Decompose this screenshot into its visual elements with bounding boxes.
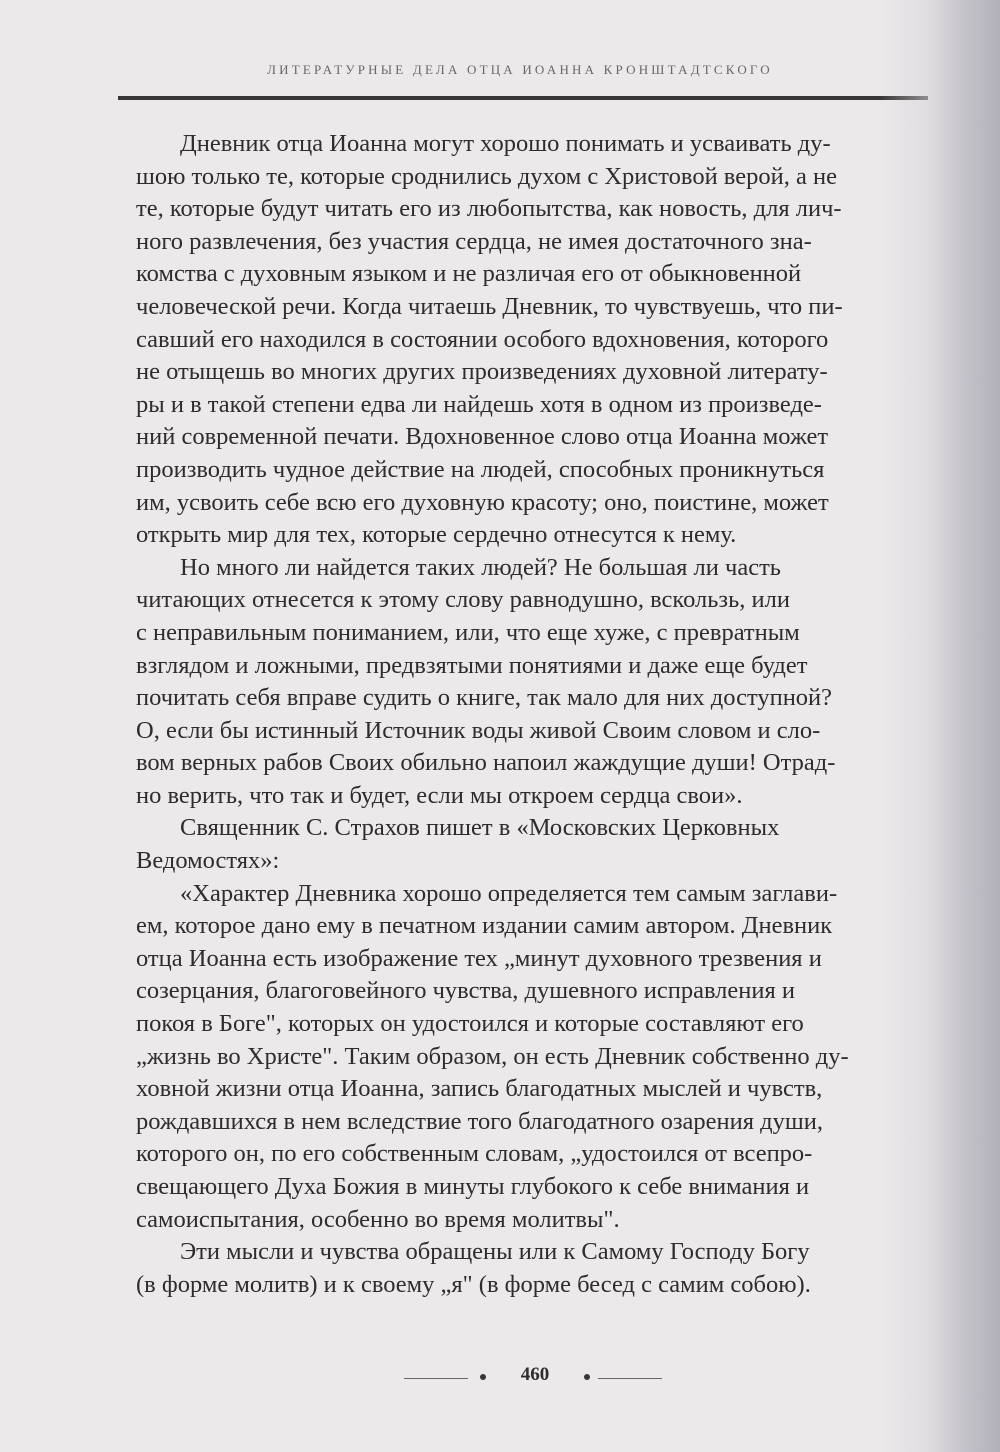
text-line: но верить, что так и будет, если мы откроем сердца свои». <box>136 781 743 809</box>
text-line: самоиспытания, особенно во время молитвы". <box>136 1205 620 1233</box>
text-line: рождавшихся в нем вследствие того благодатного озарения души, <box>136 1107 823 1135</box>
folio-dot-left <box>480 1374 486 1380</box>
text-line: Ведомостях»: <box>136 847 280 875</box>
header-rule <box>118 96 928 100</box>
text-line: шою только те, которые сроднились духом с Христовой верой, а не <box>136 162 837 190</box>
text-line: О, если бы истинный Источник воды живой Своим словом и сло- <box>136 716 821 744</box>
text-line: Но много ли найдется таких людей? Не большая ли часть <box>180 553 781 581</box>
text-line: почитать себя вправе судить о книге, так мало для них доступной? <box>136 684 833 712</box>
text-line: ного развлечения, без участия сердца, не имея достаточного зна- <box>136 227 812 255</box>
folio-rule-right <box>598 1378 662 1379</box>
text-line: свещающего Духа Божия в минуты глубокого к себе внимания и <box>136 1173 810 1200</box>
page-number: 460 <box>520 1364 550 1385</box>
text-line: ры и в такой степени едва ли найдешь хотя в одном из произведе- <box>136 390 822 418</box>
running-header: ЛИТЕРАТУРНЫЕ ДЕЛА ОТЦА ИОАННА КРОНШТАДТСКОГО <box>267 62 773 77</box>
text-line: производить чудное действие на людей, способных проникнуться <box>136 455 825 483</box>
text-line: покоя в Боге", которых он удостоился и которые составляют его <box>136 1010 804 1038</box>
text-line: (в форме молитв) и к своему „я" (в форме бесед с самим собою). <box>136 1270 811 1298</box>
text-line: ховной жизни отца Иоанна, запись благодатных мыслей и чувств, <box>136 1075 823 1103</box>
text-line: „жизнь во Христе". Таким образом, он есть Дневник собственно ду- <box>136 1042 849 1070</box>
text-line: «Характер Дневника хорошо определяется тем самым заглави- <box>180 879 838 907</box>
folio-dot-right <box>584 1374 590 1380</box>
text-line: Эти мысли и чувства обращены или к Самому Господу Богу <box>180 1238 810 1266</box>
text-line: взглядом и ложными, предвзятыми понятиями и даже еще будет <box>136 651 808 679</box>
text-line: человеческой речи. Когда читаешь Дневник, то чувствуешь, что пи- <box>136 292 843 320</box>
page-footer <box>0 1364 1000 1394</box>
text-line: те, которые будут читать его из любопытства, как новость, для лич- <box>136 195 842 223</box>
text-line: им, усвоить себе всю его духовную красоту; оно, поистине, может <box>136 488 829 516</box>
text-line: ний современной печати. Вдохновенное слово отца Иоанна может <box>136 423 829 451</box>
text-line: отца Иоанна есть изображение тех „минут духовного трезвения и <box>136 944 822 972</box>
text-line: комства с духовным языком и не различая его от обыкновенной <box>136 260 802 288</box>
folio-rule-left <box>404 1378 468 1379</box>
text-line: открыть мир для тех, которые сердечно отнесутся к нему. <box>136 521 737 549</box>
text-line: вом верных рабов Своих обильно напоил жаждущие души! Отрад- <box>136 749 836 777</box>
text-line: Священник С. Страхов пишет в «Московских Церковных <box>180 814 780 842</box>
text-line: созерцания, благоговейного чувства, душевного исправления и <box>136 977 796 1005</box>
text-line: савший его находился в состоянии особого вдохновения, которого <box>136 325 829 353</box>
body-text <box>136 128 936 1301</box>
text-line: ем, которое дано ему в печатном издании самим автором. Дневник <box>136 912 833 940</box>
text-line: не отыщешь во многих других произведениях духовной литерату- <box>136 358 828 386</box>
text-line: которого он, по его собственным словам, „удостоился от всепро- <box>136 1140 813 1168</box>
text-line: читающих отнесется к этому слову равнодушно, вскользь, или <box>136 586 790 614</box>
text-line: с неправильным пониманием, или, что еще хуже, с превратным <box>136 618 800 646</box>
text-line: Дневник отца Иоанна могут хорошо понимать и усваивать ду- <box>180 130 831 157</box>
